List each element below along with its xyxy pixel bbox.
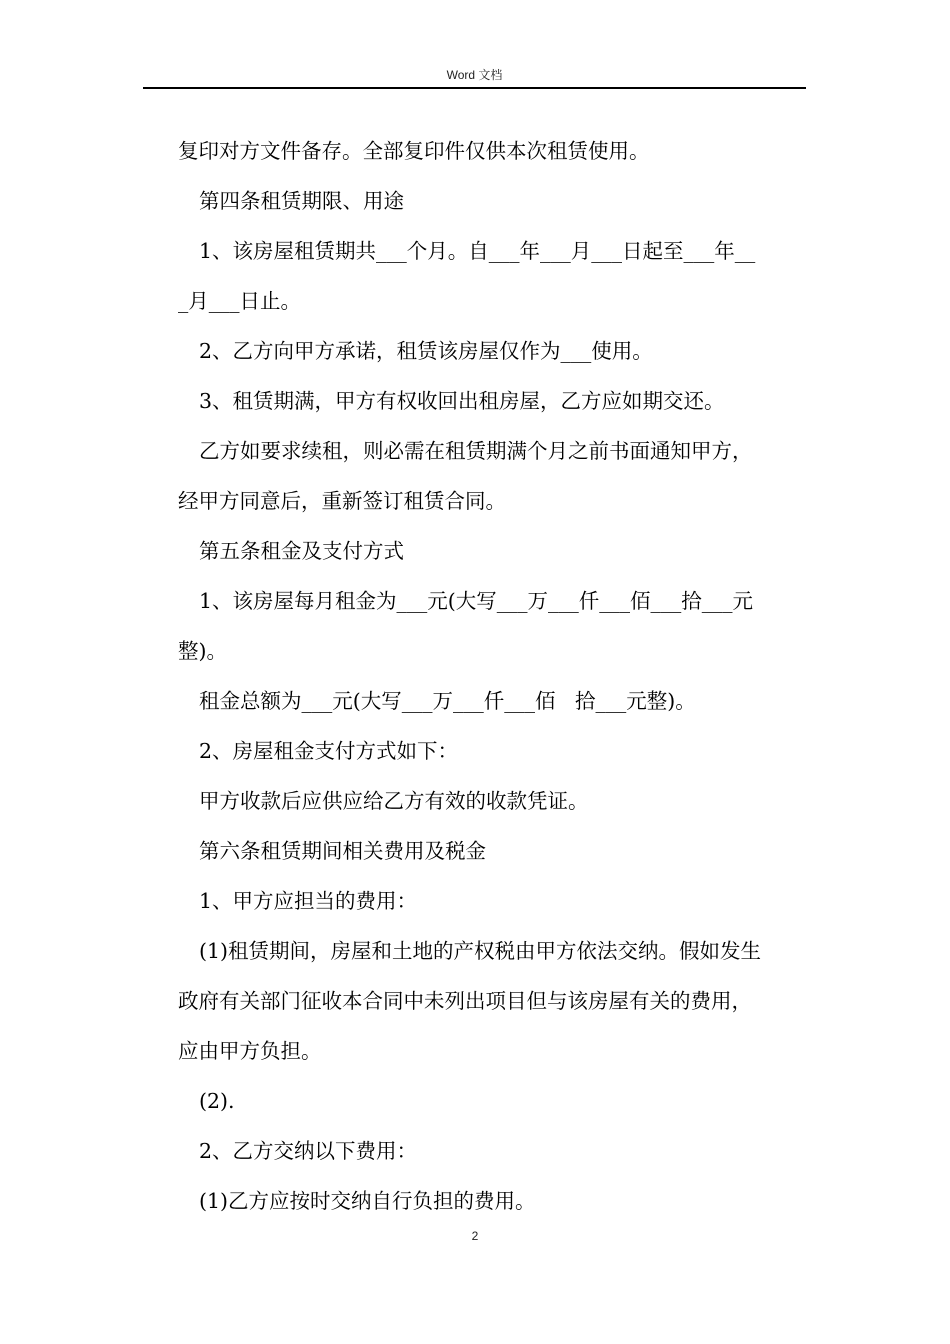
paragraph-line: 应由甲方负担。 bbox=[178, 1039, 322, 1063]
paragraph-line: 经甲方同意后，重新签订租赁合同。 bbox=[178, 489, 506, 513]
paragraph-line: 甲方收款后应供应给乙方有效的收款凭证。 bbox=[199, 789, 589, 813]
paragraph-line: 1、该房屋每月租金为___元(大写___万___仟___佰___拾___元 bbox=[199, 589, 754, 613]
paragraph-line: 乙方如要求续租，则必需在租赁期满个月之前书面通知甲方， bbox=[199, 439, 753, 463]
section-heading: 第六条租赁期间相关费用及税金 bbox=[199, 839, 486, 863]
section-heading: 第四条租赁期限、用途 bbox=[199, 189, 404, 213]
paragraph-line: 1、该房屋租赁期共___个月。自___年___月___日起至___年__ bbox=[199, 239, 756, 263]
header-divider bbox=[143, 87, 806, 89]
paragraph-line: 复印对方文件备存。全部复印件仅供本次租赁使用。 bbox=[178, 139, 650, 163]
paragraph-line: _月___日止。 bbox=[178, 289, 301, 313]
paragraph-line: 整)。 bbox=[178, 639, 227, 663]
paragraph-line: 租金总额为___元(大写___万___仟___佰 拾___元整)。 bbox=[199, 689, 696, 713]
paragraph-line: (2). bbox=[199, 1089, 235, 1113]
paragraph-line: 2、乙方交纳以下费用： bbox=[199, 1139, 418, 1163]
paragraph-line: 2、乙方向甲方承诺，租赁该房屋仅作为___使用。 bbox=[199, 339, 653, 363]
section-heading: 第五条租金及支付方式 bbox=[199, 539, 404, 563]
page-header: Word 文档 bbox=[446, 68, 503, 82]
paragraph-line: 3、租赁期满，甲方有权收回出租房屋，乙方应如期交还。 bbox=[199, 389, 725, 413]
document-body bbox=[178, 126, 808, 1226]
paragraph-line: (1)租赁期间，房屋和土地的产权税由甲方依法交纳。假如发生 bbox=[199, 939, 762, 963]
page-number: 2 bbox=[471, 1229, 479, 1243]
paragraph-line: 1、甲方应担当的费用： bbox=[199, 889, 418, 913]
paragraph-line: (1)乙方应按时交纳自行负担的费用。 bbox=[199, 1189, 536, 1213]
paragraph-line: 2、房屋租金支付方式如下： bbox=[199, 739, 459, 763]
paragraph-line: 政府有关部门征收本合同中未列出项目但与该房屋有关的费用， bbox=[178, 989, 752, 1013]
